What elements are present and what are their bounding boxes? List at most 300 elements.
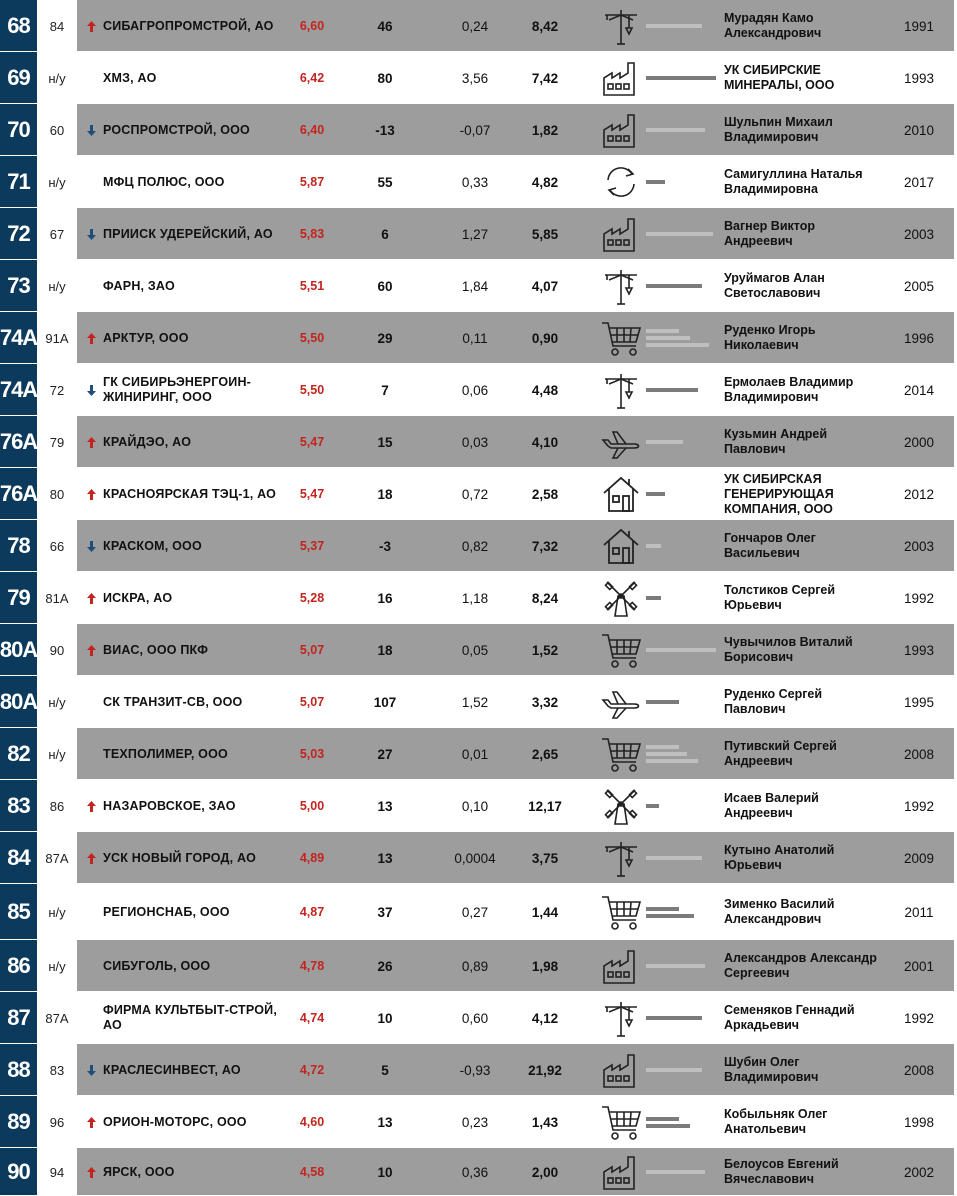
size-bar [646, 388, 698, 392]
rank-cell: 78 [0, 520, 37, 572]
company-name: ТЕХПОЛИМЕР, ООО [103, 746, 228, 761]
score-value: 4,72 [299, 1063, 325, 1077]
company-name: НАЗАРОВСКОЕ, ЗАО [103, 798, 236, 813]
score-value: 4,89 [299, 851, 325, 865]
owner-name: УК СИБИРСКИЕ МИНЕРАЛЫ, ООО [724, 63, 835, 92]
owner-name: Мурадян Камо Александрович [724, 11, 822, 40]
table-row [0, 520, 957, 572]
growth-value: 5 [381, 1062, 389, 1078]
arrow-up-icon [85, 1148, 97, 1196]
ratio-value: 0,06 [461, 382, 489, 398]
size-bar [646, 336, 690, 340]
company-name: ИСКРА, АО [103, 590, 173, 605]
score-value: 5,00 [299, 799, 325, 813]
growth-value: 18 [377, 486, 393, 502]
rank-cell: 89 [0, 1096, 37, 1148]
table-row [0, 104, 957, 156]
cart-icon [598, 1096, 644, 1148]
size-bars [646, 364, 720, 416]
ratio-value: 0,89 [461, 958, 489, 974]
owner-name: Александров Александр Сергеевич [724, 951, 877, 980]
table-row [0, 624, 957, 676]
score-value: 5,03 [299, 747, 325, 761]
previous-rank: 94 [49, 1164, 65, 1180]
company-name: КРАЙДЭО, АО [103, 434, 192, 449]
company-name: ФАРН, ЗАО [103, 278, 175, 293]
size-bar [646, 343, 709, 347]
table-row [0, 0, 957, 52]
rank-cell: 84 [0, 832, 37, 884]
size-bars [646, 156, 720, 208]
house-icon [598, 468, 644, 520]
company-name: СИБАГРОПРОМСТРОЙ, АО [103, 18, 274, 33]
founded-year: 1993 [903, 642, 935, 658]
founded-year: 2003 [903, 226, 935, 242]
table-row [0, 728, 957, 780]
ratio-value: 0,36 [461, 1164, 489, 1180]
table-row [0, 884, 957, 940]
arrow-up-icon [85, 0, 97, 52]
growth-value: 6 [381, 226, 389, 242]
ratio-value: -0,93 [459, 1062, 491, 1078]
size-bars [646, 208, 720, 260]
crane-icon [598, 260, 644, 312]
ratio-value: 0,11 [462, 330, 488, 346]
company-name: КРАСНОЯРСКАЯ ТЭЦ-1, АО [103, 486, 277, 501]
ratio-value: 0,10 [461, 798, 489, 814]
score-value: 5,07 [299, 643, 325, 657]
founded-year: 2010 [903, 122, 935, 138]
rank-cell: 72 [0, 208, 37, 260]
size-bars [646, 572, 720, 624]
size-bars [646, 780, 720, 832]
ratio-value: 0,05 [461, 642, 489, 658]
previous-rank: н/у [48, 70, 66, 86]
previous-rank: н/у [48, 694, 66, 710]
growth-value: 10 [377, 1164, 393, 1180]
founded-year: 2008 [903, 1062, 935, 1078]
table-row [0, 416, 957, 468]
windmill-icon [598, 572, 644, 624]
previous-rank: н/у [48, 904, 66, 920]
growth-value: 37 [377, 904, 393, 920]
company-name: ФИРМА КУЛЬТБЫТ-СТРОЙ, АО [103, 1003, 278, 1032]
previous-rank: н/у [48, 174, 66, 190]
rank-cell: 69 [0, 52, 37, 104]
rank-cell: 76А [0, 468, 37, 520]
size-bar [646, 1124, 690, 1128]
owner-name: Руденко Сергей Павлович [724, 687, 823, 716]
size-bars [646, 260, 720, 312]
size-bar [646, 745, 679, 749]
growth-value: 10 [377, 1010, 393, 1026]
table-row [0, 832, 957, 884]
cart-icon [598, 312, 644, 364]
company-name: ХМЗ, АО [103, 70, 157, 85]
index-value: 1,52 [531, 642, 559, 658]
rank-cell: 74А [0, 312, 37, 364]
growth-value: 18 [377, 642, 393, 658]
score-value: 5,50 [299, 331, 325, 345]
factory-icon [598, 1044, 644, 1096]
table-row [0, 940, 957, 992]
rank-cell: 73 [0, 260, 37, 312]
founded-year: 2005 [903, 278, 935, 294]
founded-year: 2002 [903, 1164, 935, 1180]
size-bar [646, 1117, 679, 1121]
index-value: 7,32 [531, 538, 559, 554]
owner-name: Вагнер Виктор Андреевич [724, 219, 815, 248]
size-bars [646, 0, 720, 52]
size-bar [646, 759, 698, 763]
index-value: 2,00 [531, 1164, 559, 1180]
size-bar [646, 1016, 702, 1020]
table-row [0, 208, 957, 260]
growth-value: 13 [377, 798, 393, 814]
owner-name: Гончаров Олег Васильевич [724, 531, 816, 560]
founded-year: 2008 [903, 746, 935, 762]
table-row [0, 676, 957, 728]
owner-name: Исаев Валерий Андреевич [724, 791, 819, 820]
previous-rank: 79 [49, 434, 65, 450]
company-name: РОСПРОМСТРОЙ, ООО [103, 122, 250, 137]
ratio-value: 0,27 [461, 904, 489, 920]
owner-name: Чувычилов Виталий Борисович [724, 635, 853, 664]
size-bars [646, 520, 720, 572]
table-row [0, 1044, 957, 1096]
index-value: 8,24 [531, 590, 559, 606]
previous-rank: 96 [49, 1114, 65, 1130]
previous-rank: 81А [45, 590, 69, 606]
ratio-value: 0,82 [461, 538, 489, 554]
ratio-value: 0,03 [461, 434, 489, 450]
owner-name: Ермолаев Владимир Владимирович [724, 375, 854, 404]
table-row [0, 1148, 957, 1196]
table-row [0, 572, 957, 624]
size-bars [646, 416, 720, 468]
cart-icon [598, 624, 644, 676]
rank-cell: 79 [0, 572, 37, 624]
plane-icon [598, 676, 644, 728]
owner-name: Толстиков Сергей Юрьевич [724, 583, 836, 612]
index-value: 4,07 [531, 278, 559, 294]
founded-year: 2001 [903, 958, 935, 974]
rank-cell: 80А [0, 624, 37, 676]
previous-rank: 83 [49, 1062, 65, 1078]
company-name: МФЦ ПОЛЮС, ООО [103, 174, 225, 189]
size-bars [646, 1044, 720, 1096]
index-value: 1,98 [531, 958, 559, 974]
founded-year: 1992 [903, 590, 935, 606]
ratio-value: 0,24 [461, 18, 489, 34]
index-value: 4,12 [531, 1010, 559, 1026]
founded-year: 2012 [903, 486, 935, 502]
table-row [0, 156, 957, 208]
index-value: 4,10 [531, 434, 559, 450]
index-value: 4,48 [531, 382, 559, 398]
arrow-up-icon [85, 468, 97, 520]
size-bars [646, 1148, 720, 1196]
ratio-value: 0,0004 [454, 850, 496, 866]
arrow-up-icon [85, 624, 97, 676]
size-bar [646, 128, 705, 132]
size-bar [646, 752, 687, 756]
growth-value: 29 [377, 330, 393, 346]
founded-year: 1996 [903, 330, 935, 346]
founded-year: 1992 [903, 1010, 935, 1026]
crane-icon [598, 832, 644, 884]
factory-icon [598, 1148, 644, 1196]
growth-value: 55 [377, 174, 393, 190]
factory-icon [598, 52, 644, 104]
size-bars [646, 104, 720, 156]
index-value: 8,42 [531, 18, 559, 34]
owner-name: Шульпин Михаил Владимирович [724, 115, 833, 144]
table-row [0, 468, 957, 520]
ratio-value: 0,23 [461, 1114, 489, 1130]
founded-year: 1992 [903, 798, 935, 814]
rank-cell: 85 [0, 884, 37, 940]
growth-value: 16 [377, 590, 393, 606]
size-bars [646, 940, 720, 992]
owner-name: Самигуллина Наталья Владимировна [724, 167, 863, 196]
arrow-up-icon [85, 832, 97, 884]
size-bar [646, 648, 716, 652]
factory-icon [598, 104, 644, 156]
crane-icon [598, 364, 644, 416]
table-row [0, 364, 957, 416]
size-bar [646, 492, 665, 496]
rank-cell: 70 [0, 104, 37, 156]
size-bars [646, 624, 720, 676]
table-row [0, 260, 957, 312]
arrow-up-icon [85, 780, 97, 832]
owner-name: Семеняков Геннадий Аркадьевич [724, 1003, 855, 1032]
arrow-down-icon [85, 104, 97, 156]
score-value: 5,47 [299, 435, 325, 449]
size-bars [646, 728, 720, 780]
cart-icon [598, 728, 644, 780]
arrow-up-icon [85, 572, 97, 624]
index-value: 1,82 [531, 122, 559, 138]
growth-value: 27 [377, 746, 393, 762]
growth-value: 80 [377, 70, 393, 86]
company-name: УСК НОВЫЙ ГОРОД, АО [103, 850, 256, 865]
growth-value: -13 [375, 122, 395, 138]
growth-value: 46 [377, 18, 393, 34]
index-value: 21,92 [528, 1062, 562, 1078]
size-bars [646, 992, 720, 1044]
company-name: ОРИОН-МОТОРС, ООО [103, 1114, 247, 1129]
score-value: 5,47 [299, 487, 325, 501]
size-bar [646, 544, 661, 548]
rank-cell: 82 [0, 728, 37, 780]
company-name: ЯРСК, ООО [103, 1164, 175, 1179]
previous-rank: 84 [49, 18, 65, 34]
previous-rank: н/у [48, 746, 66, 762]
founded-year: 2000 [903, 434, 935, 450]
owner-name: Руденко Игорь Николаевич [724, 323, 816, 352]
size-bars [646, 676, 720, 728]
company-name: АРКТУР, ООО [103, 330, 189, 345]
factory-icon [598, 208, 644, 260]
growth-value: 13 [377, 1114, 393, 1130]
score-value: 5,51 [299, 279, 325, 293]
owner-name: Кутыно Анатолий Юрьевич [724, 843, 835, 872]
index-value: 1,44 [531, 904, 559, 920]
company-name: КРАСЛЕСИНВЕСТ, АО [103, 1062, 241, 1077]
company-name: СИБУГОЛЬ, ООО [103, 958, 211, 973]
rank-cell: 90 [0, 1148, 37, 1196]
founded-year: 2003 [903, 538, 935, 554]
previous-rank: 91А [45, 330, 69, 346]
company-name: СК ТРАНЗИТ-СВ, ООО [103, 694, 243, 709]
index-value: 2,65 [531, 746, 559, 762]
growth-value: -3 [378, 538, 391, 554]
founded-year: 1991 [903, 18, 935, 34]
rank-cell: 86 [0, 940, 37, 992]
size-bar [646, 1170, 705, 1174]
score-value: 6,42 [299, 71, 325, 85]
index-value: 3,32 [531, 694, 559, 710]
previous-rank: 80 [49, 486, 65, 502]
founded-year: 1995 [903, 694, 935, 710]
founded-year: 2014 [903, 382, 935, 398]
index-value: 2,58 [531, 486, 559, 502]
previous-rank: 87А [45, 850, 69, 866]
ratio-value: 1,52 [461, 694, 489, 710]
score-value: 5,07 [299, 695, 325, 709]
founded-year: 2017 [903, 174, 935, 190]
index-value: 0,90 [531, 330, 559, 346]
index-value: 4,82 [531, 174, 559, 190]
size-bars [646, 832, 720, 884]
company-name: ПРИИСК УДЕРЕЙСКИЙ, АО [103, 226, 273, 241]
size-bar [646, 964, 705, 968]
score-value: 4,74 [299, 1011, 325, 1025]
company-name: КРАСКОМ, ООО [103, 538, 202, 553]
rank-cell: 74А [0, 364, 37, 416]
owner-name: Кузьмин Андрей Павлович [724, 427, 828, 456]
cart-icon [598, 884, 644, 940]
table-row [0, 312, 957, 364]
house-icon [598, 520, 644, 572]
index-value: 5,85 [531, 226, 559, 242]
ratio-value: 0,33 [461, 174, 489, 190]
ratio-value: 0,72 [461, 486, 489, 502]
owner-name: Кобыльняк Олег Анатольевич [724, 1107, 828, 1136]
score-value: 5,28 [299, 591, 325, 605]
previous-rank: 72 [49, 382, 65, 398]
size-bars [646, 468, 720, 520]
growth-value: 26 [377, 958, 393, 974]
company-name: ВИАС, ООО ПКФ [103, 642, 209, 657]
size-bar [646, 804, 659, 808]
founded-year: 1998 [903, 1114, 935, 1130]
growth-value: 107 [373, 694, 397, 710]
ratio-value: -0,07 [459, 122, 491, 138]
size-bar [646, 856, 702, 860]
owner-name: УК СИБИРСКАЯ ГЕНЕРИРУЮЩАЯ КОМПАНИЯ, ООО [724, 471, 834, 516]
company-name: ГК СИБИРЬЭНЕРГОИН-ЖИНИРИНГ, ООО [103, 375, 252, 404]
score-value: 4,87 [299, 905, 325, 919]
size-bar [646, 180, 665, 184]
owner-name: Белоусов Евгений Вячеславович [724, 1157, 839, 1186]
size-bars [646, 884, 720, 940]
crane-icon [598, 992, 644, 1044]
owner-name: Уруймагов Алан Светославович [724, 271, 825, 300]
arrow-up-icon [85, 312, 97, 364]
rank-cell: 87 [0, 992, 37, 1044]
rank-cell: 71 [0, 156, 37, 208]
table-row [0, 1096, 957, 1148]
previous-rank: 90 [49, 642, 65, 658]
growth-value: 60 [377, 278, 393, 294]
arrow-up-icon [85, 416, 97, 468]
previous-rank: н/у [48, 278, 66, 294]
arrow-down-icon [85, 364, 97, 416]
previous-rank: н/у [48, 958, 66, 974]
score-value: 4,58 [299, 1165, 325, 1179]
size-bars [646, 1096, 720, 1148]
recycle-icon [598, 156, 644, 208]
score-value: 6,40 [299, 123, 325, 137]
size-bar [646, 329, 679, 333]
previous-rank: 86 [49, 798, 65, 814]
size-bar [646, 907, 679, 911]
size-bar [646, 76, 716, 80]
size-bar [646, 232, 713, 236]
size-bar [646, 440, 683, 444]
size-bar [646, 700, 679, 704]
table-row [0, 780, 957, 832]
growth-value: 7 [381, 382, 389, 398]
index-value: 1,43 [531, 1114, 559, 1130]
rank-cell: 83 [0, 780, 37, 832]
score-value: 5,37 [299, 539, 325, 553]
score-value: 5,83 [299, 227, 325, 241]
owner-name: Зименко Василий Александрович [724, 897, 835, 926]
table-row [0, 52, 957, 104]
size-bar [646, 596, 661, 600]
arrow-up-icon [85, 1096, 97, 1148]
arrow-down-icon [85, 1044, 97, 1096]
score-value: 5,50 [299, 383, 325, 397]
score-value: 5,87 [299, 175, 325, 189]
index-value: 7,42 [531, 70, 559, 86]
owner-name: Шубин Олег Владимирович [724, 1055, 819, 1084]
score-value: 4,78 [299, 959, 325, 973]
factory-icon [598, 940, 644, 992]
ratio-value: 0,60 [461, 1010, 489, 1026]
rank-cell: 88 [0, 1044, 37, 1096]
table-row [0, 992, 957, 1044]
size-bars [646, 52, 720, 104]
index-value: 3,75 [531, 850, 559, 866]
score-value: 6,60 [299, 19, 325, 33]
index-value: 12,17 [528, 798, 562, 814]
size-bars [646, 312, 720, 364]
previous-rank: 67 [49, 226, 65, 242]
size-bar [646, 24, 702, 28]
size-bar [646, 284, 702, 288]
company-name: РЕГИОНСНАБ, ООО [103, 904, 230, 919]
previous-rank: 60 [49, 122, 65, 138]
founded-year: 2011 [904, 904, 934, 920]
founded-year: 2009 [903, 850, 935, 866]
ratio-value: 3,56 [461, 70, 489, 86]
ratio-value: 1,84 [461, 278, 489, 294]
